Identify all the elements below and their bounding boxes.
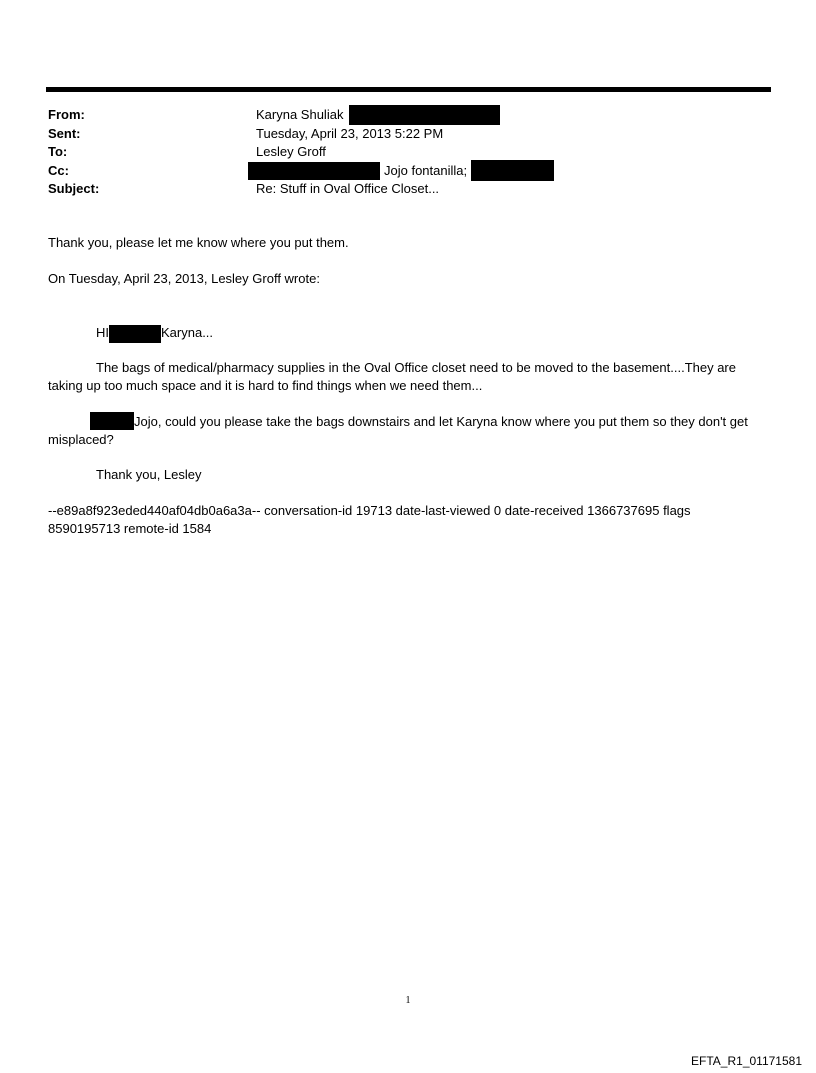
to-row xyxy=(48,143,768,162)
greeting-start: HI xyxy=(96,325,109,340)
paragraph-medical-supplies: The bags of medical/pharmacy supplies in the Oval Office closet need to be moved to the basement....They are taking up too much space and it is hard to find things when we need them... xyxy=(48,360,736,393)
redaction-block xyxy=(109,325,161,343)
greeting xyxy=(96,324,496,343)
from-row xyxy=(48,106,768,125)
reply-text: Thank you, please let me know where you put them. xyxy=(48,235,349,250)
message-metadata: --e89a8f923eded440af04db0a6a3a-- conversation-id 19713 date-last-viewed 0 date-received 1366737695 flags 8590195713 remote-id 1584 xyxy=(48,503,691,536)
signoff: Thank you, Lesley xyxy=(96,467,202,482)
from-label: From: xyxy=(48,107,85,122)
paragraph-jojo xyxy=(48,412,764,449)
to-label: To: xyxy=(48,144,68,159)
email-header xyxy=(48,106,768,199)
redaction-block xyxy=(90,412,134,430)
quote-intro: On Tuesday, April 23, 2013, Lesley Groff wrote: xyxy=(48,271,320,286)
sent-row xyxy=(48,125,768,144)
subject-row xyxy=(48,180,768,199)
redaction-block xyxy=(471,160,554,181)
cc-value: Jojo fontanilla; xyxy=(384,162,468,178)
from-value: Karyna Shuliak xyxy=(256,107,344,122)
paragraph-jojo-text: Jojo, could you please take the bags downstairs and let Karyna know where you put them so they don't get misplaced? xyxy=(48,414,748,447)
cc-row xyxy=(48,162,768,181)
redaction-block xyxy=(248,162,380,180)
subject-label: Subject: xyxy=(48,181,100,196)
cc-label: Cc: xyxy=(48,162,69,178)
document-id: EFTA_R1_01171581 xyxy=(691,1054,802,1068)
to-value: Lesley Groff xyxy=(256,144,326,159)
page-number: 1 xyxy=(405,995,411,1006)
subject-value: Re: Stuff in Oval Office Closet... xyxy=(256,181,440,196)
header-rule xyxy=(46,87,771,92)
sent-value: Tuesday, April 23, 2013 5:22 PM xyxy=(256,125,444,141)
greeting-end: Karyna... xyxy=(161,325,214,340)
redaction-block xyxy=(349,105,500,125)
sent-label: Sent: xyxy=(48,125,81,141)
